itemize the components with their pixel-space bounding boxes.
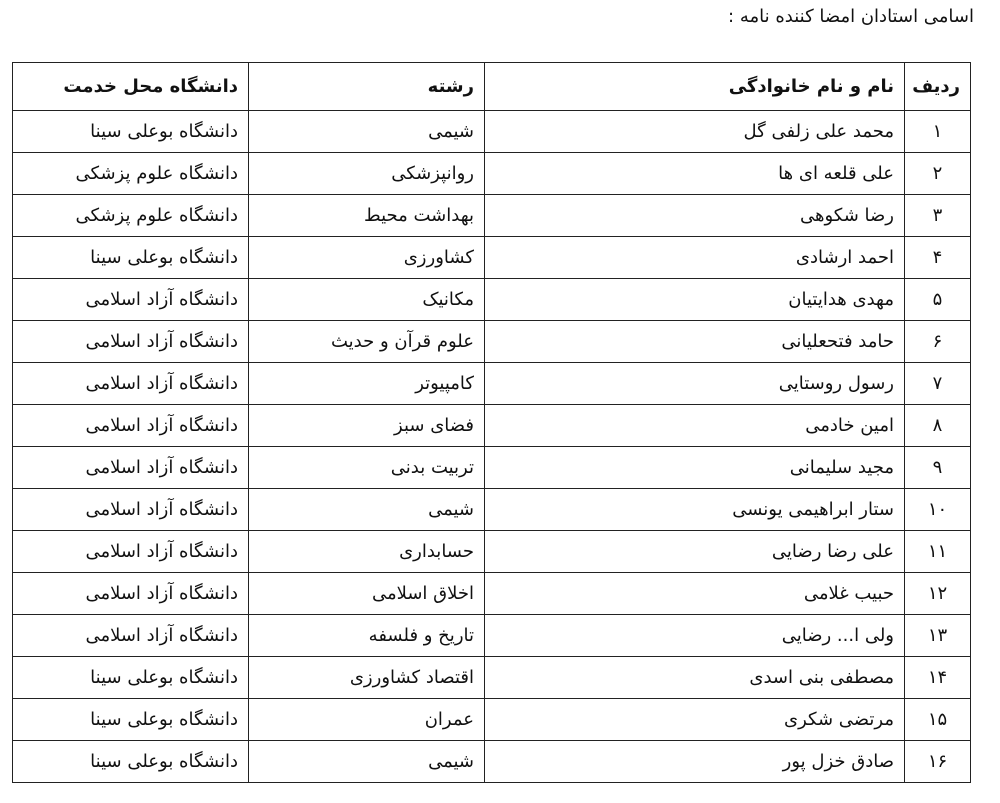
header-row-number: ردیف <box>905 63 971 111</box>
table-row <box>13 573 971 615</box>
table-row <box>13 279 971 321</box>
field-cell: فضای سبز <box>249 405 485 447</box>
field-cell: بهداشت محیط <box>249 195 485 237</box>
university-cell: دانشگاه آزاد اسلامی <box>13 321 249 363</box>
row-number-cell: ۹ <box>905 447 971 489</box>
full-name-cell: ولی ا... رضایی <box>485 615 905 657</box>
full-name-cell: مجید سلیمانی <box>485 447 905 489</box>
university-cell: دانشگاه آزاد اسلامی <box>13 489 249 531</box>
table-header-row <box>13 63 971 111</box>
university-cell: دانشگاه آزاد اسلامی <box>13 279 249 321</box>
header-university: دانشگاه محل خدمت <box>13 63 249 111</box>
full-name-cell: رضا شکوهی <box>485 195 905 237</box>
full-name-cell: احمد ارشادی <box>485 237 905 279</box>
university-cell: دانشگاه بوعلی سینا <box>13 699 249 741</box>
field-cell: کشاورزی <box>249 237 485 279</box>
field-cell: شیمی <box>249 489 485 531</box>
full-name-cell: محمد علی زلفی گل <box>485 111 905 153</box>
university-cell: دانشگاه بوعلی سینا <box>13 741 249 783</box>
row-number-cell: ۴ <box>905 237 971 279</box>
university-cell: دانشگاه بوعلی سینا <box>13 237 249 279</box>
row-number-cell: ۱۳ <box>905 615 971 657</box>
full-name-cell: علی رضا رضایی <box>485 531 905 573</box>
field-cell: اخلاق اسلامی <box>249 573 485 615</box>
table-row <box>13 489 971 531</box>
university-cell: دانشگاه آزاد اسلامی <box>13 615 249 657</box>
row-number-cell: ۱۰ <box>905 489 971 531</box>
university-cell: دانشگاه علوم پزشکی <box>13 153 249 195</box>
table-row <box>13 447 971 489</box>
university-cell: دانشگاه بوعلی سینا <box>13 111 249 153</box>
field-cell: علوم قرآن و حدیث <box>249 321 485 363</box>
university-cell: دانشگاه بوعلی سینا <box>13 657 249 699</box>
signatories-table <box>12 62 971 783</box>
full-name-cell: ستار ابراهیمی یونسی <box>485 489 905 531</box>
row-number-cell: ۱۶ <box>905 741 971 783</box>
university-cell: دانشگاه آزاد اسلامی <box>13 363 249 405</box>
row-number-cell: ۸ <box>905 405 971 447</box>
field-cell: حسابداری <box>249 531 485 573</box>
university-cell: دانشگاه آزاد اسلامی <box>13 405 249 447</box>
field-cell: کامپیوتر <box>249 363 485 405</box>
table-row <box>13 615 971 657</box>
university-cell: دانشگاه آزاد اسلامی <box>13 573 249 615</box>
full-name-cell: رسول روستایی <box>485 363 905 405</box>
document-heading: اسامی استادان امضا کننده نامه : <box>728 6 974 27</box>
header-field: رشته <box>249 63 485 111</box>
row-number-cell: ۱ <box>905 111 971 153</box>
full-name-cell: امین خادمی <box>485 405 905 447</box>
row-number-cell: ۵ <box>905 279 971 321</box>
table-body <box>13 111 971 783</box>
table-row <box>13 237 971 279</box>
full-name-cell: مصطفی بنی اسدی <box>485 657 905 699</box>
row-number-cell: ۶ <box>905 321 971 363</box>
full-name-cell: مهدی هدایتیان <box>485 279 905 321</box>
table-row <box>13 405 971 447</box>
full-name-cell: حامد فتحعلیانی <box>485 321 905 363</box>
row-number-cell: ۱۴ <box>905 657 971 699</box>
field-cell: شیمی <box>249 741 485 783</box>
row-number-cell: ۳ <box>905 195 971 237</box>
university-cell: دانشگاه علوم پزشکی <box>13 195 249 237</box>
table-row <box>13 531 971 573</box>
field-cell: شیمی <box>249 111 485 153</box>
field-cell: مکانیک <box>249 279 485 321</box>
university-cell: دانشگاه آزاد اسلامی <box>13 531 249 573</box>
row-number-cell: ۱۵ <box>905 699 971 741</box>
field-cell: تاریخ و فلسفه <box>249 615 485 657</box>
full-name-cell: مرتضی شکری <box>485 699 905 741</box>
row-number-cell: ۱۲ <box>905 573 971 615</box>
table-row <box>13 153 971 195</box>
table-row <box>13 699 971 741</box>
table-row <box>13 321 971 363</box>
field-cell: اقتصاد کشاورزی <box>249 657 485 699</box>
header-full-name: نام و نام خانوادگی <box>485 63 905 111</box>
table-row <box>13 111 971 153</box>
table-row <box>13 363 971 405</box>
field-cell: روانپزشکی <box>249 153 485 195</box>
field-cell: عمران <box>249 699 485 741</box>
row-number-cell: ۷ <box>905 363 971 405</box>
row-number-cell: ۲ <box>905 153 971 195</box>
table-row <box>13 741 971 783</box>
full-name-cell: حبیب غلامی <box>485 573 905 615</box>
field-cell: تربیت بدنی <box>249 447 485 489</box>
table-row <box>13 657 971 699</box>
full-name-cell: علی قلعه ای ها <box>485 153 905 195</box>
full-name-cell: صادق خزل پور <box>485 741 905 783</box>
row-number-cell: ۱۱ <box>905 531 971 573</box>
table-row <box>13 195 971 237</box>
university-cell: دانشگاه آزاد اسلامی <box>13 447 249 489</box>
